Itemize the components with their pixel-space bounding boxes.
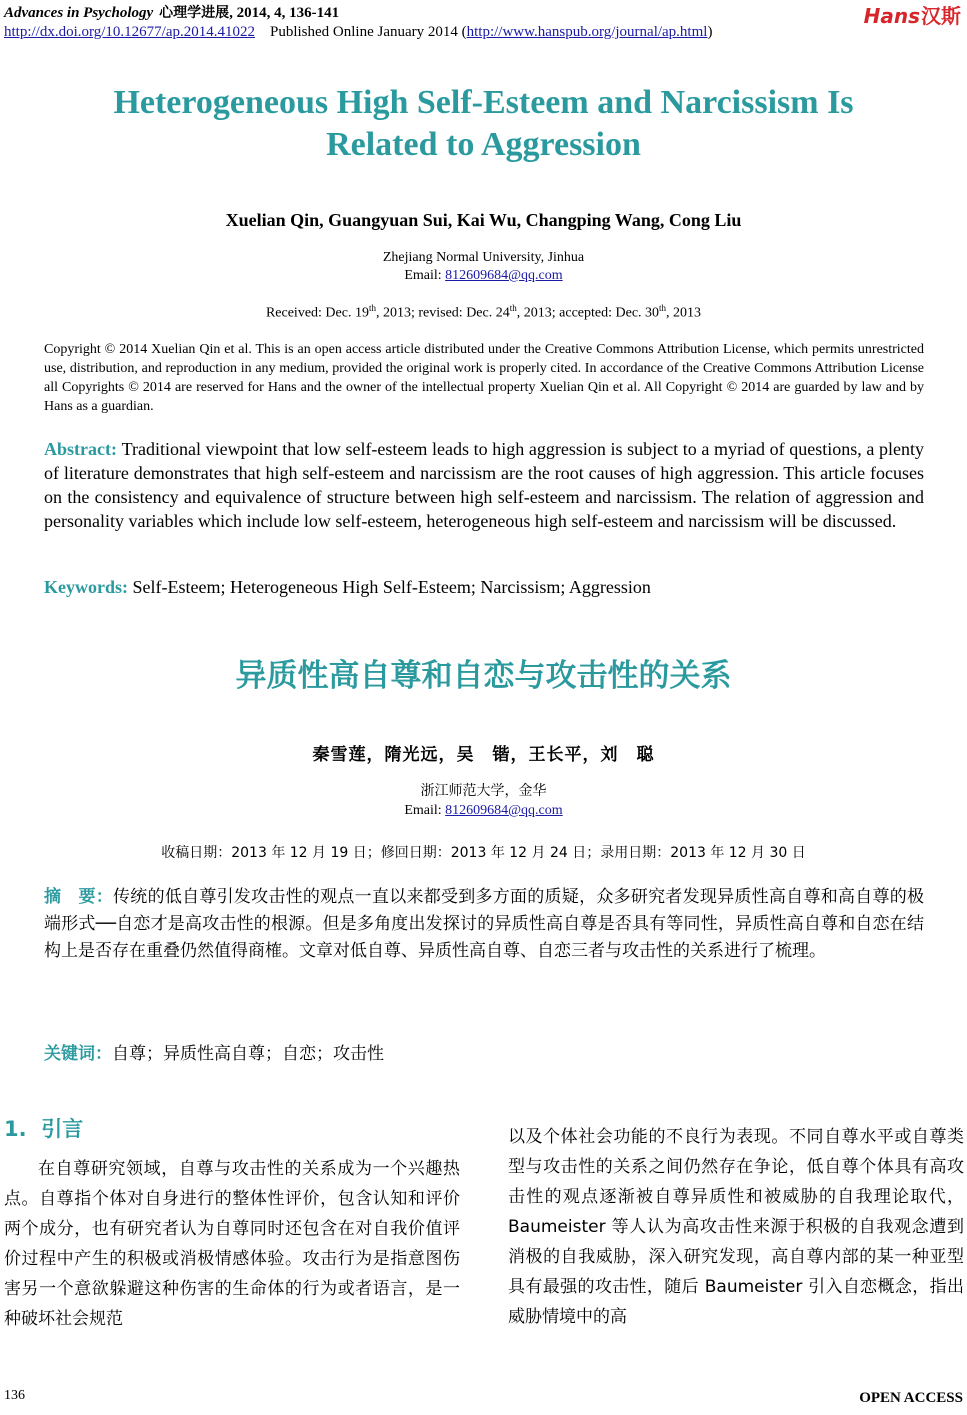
published-suffix: ): [707, 24, 713, 40]
keywords-text: Self-Esteem; Heterogeneous High Self-Esteem; Narcissism; Aggression: [132, 577, 651, 597]
authors-zh: 秦雪莲，隋光远，吴 锴，王长平，刘 聪: [312, 745, 655, 765]
revised-part: , 2013; revised: Dec. 24: [375, 305, 510, 321]
abstract-zh: [44, 884, 924, 965]
title-line-2: Related to Aggression: [326, 126, 641, 163]
received-dates-zh: 收稿日期：2013 年 12 月 19 日；修回日期：2013 年 12 月 24 日；录用日期：2013 年 12 月 30 日: [161, 845, 806, 861]
email-label: Email:: [404, 268, 446, 283]
email-line-zh: [0, 802, 967, 820]
affiliation-en: Zhejiang Normal University, Jinhua: [382, 250, 585, 265]
copyright-notice: Copyright © 2014 Xuelian Qin et al. This is an open access article distributed under the Creative Commons Attribution License, which permits unrestricted use, distribution, and reproduction in any medium, provided the original work is properly cited. In accordance of the Creative Commons Attribution License all Copyrights © 2014 are reserved for Hans and the owner of the intellectual property Xuelian Qin et al. All Copyright © 2014 are guarded by law and by Hans as a guardian.: [44, 342, 924, 414]
keywords-en: [44, 577, 651, 598]
ordinal-sup: th: [368, 303, 376, 313]
authors-en: Xuelian Qin, Guangyuan Sui, Kai Wu, Changping Wang, Cong Liu: [225, 210, 742, 230]
abstract-en: [44, 437, 924, 533]
ordinal-sup: th: [509, 303, 517, 313]
paper-title-en: [0, 82, 967, 166]
logo-latin: Hans: [863, 4, 920, 28]
journal-header: [4, 2, 339, 22]
keywords-zh-label: 关键词：: [44, 1044, 112, 1064]
section-title: 引言: [41, 1117, 84, 1141]
title-line-1: Heterogeneous High Self-Esteem and Narcissism Is: [113, 84, 854, 121]
page-number: 136: [4, 1388, 25, 1403]
keywords-zh-text: 自尊；异质性高自尊；自恋；攻击性: [112, 1044, 384, 1064]
abstract-label: Abstract:: [44, 439, 122, 459]
paragraph: 在自尊研究领域，自尊与攻击性的关系成为一个兴趣热点。自尊指个体对自身进行的整体性评价，包含认知和评价两个成分，也有研究者认为自尊同时还包含在对自我价值评价过程中产生的积极或消极情感体验。攻击行为是指意图伤害另一个意欲躲避这种伤害的生命体的行为或者语言，是一种破坏社会规范: [4, 1159, 460, 1329]
journal-name-zh: 心理学进展: [159, 5, 230, 21]
accepted-part: , 2013; accepted: Dec. 30: [516, 305, 660, 321]
year-part: , 2013: [666, 305, 702, 321]
keywords-zh: [44, 1039, 384, 1064]
email-label: Email:: [404, 803, 446, 818]
publisher-logo: [864, 0, 961, 29]
doi-line: [4, 24, 712, 41]
email-link[interactable]: 812609684@qq.com: [445, 803, 563, 818]
abstract-zh-label: 摘 要：: [44, 887, 114, 907]
section-heading: [4, 1113, 83, 1143]
email-line-en: [0, 267, 967, 285]
abstract-zh-text: 传统的低自尊引发攻击性的观点一直以来都受到多方面的质疑，众多研究者发现异质性高自尊和高自尊的极端形式──自恋才是高攻击性的根源。但是多角度出发探讨的异质性高自尊是否具有等同性，异质性高自尊和自恋在结构上是否存在重叠仍然值得商榷。文章对低自尊、异质性高自尊、自恋三者与攻击性的关系进行了梳理。: [44, 887, 925, 961]
volume-info: , 2014, 4, 136-141: [229, 5, 340, 21]
section-number: 1.: [4, 1117, 27, 1141]
ordinal-sup: th: [659, 303, 667, 313]
body-column-right: [508, 1122, 964, 1332]
received-part: Received: Dec. 19: [265, 305, 369, 321]
journal-url-link[interactable]: http://www.hanspub.org/journal/ap.html: [466, 24, 708, 40]
paragraph: 以及个体社会功能的不良行为表现。不同自尊水平或自尊类型与攻击性的关系之间仍然存在争论，低自尊个体具有高攻击性的观点逐渐被自尊异质性和被威胁的自我理论取代，Baumeister 等人认为高攻击性来源于积极的自我观念遭到消极的自我威胁，深入研究发现，高自尊内部的某一种亚型具有最强的攻击性，随后 Baumeister 引入自恋概念，指出威胁情境中的高: [508, 1127, 964, 1327]
logo-cn: 汉斯: [921, 4, 961, 28]
paper-title-zh: 异质性高自尊和自恋与攻击性的关系: [235, 658, 732, 694]
abstract-text: Traditional viewpoint that low self-esteem leads to high aggression is subject to a myriad of questions, a plenty of literature demonstrates that high self-esteem and narcissism are the root causes of high aggression. This article focuses on the consistency and equivalence of structure between high self-esteem and narcissism. The relation of aggression and personality variables which include low self-esteem, heterogeneous high self-esteem and narcissism will be discussed.: [44, 439, 924, 531]
received-dates-en: [0, 303, 967, 322]
affiliation-zh: 浙江师范大学，金华: [420, 783, 547, 799]
doi-link[interactable]: http://dx.doi.org/10.12677/ap.2014.41022: [4, 24, 255, 40]
published-prefix: Published Online January 2014 (: [269, 24, 467, 40]
keywords-label: Keywords:: [44, 577, 133, 597]
email-link[interactable]: 812609684@qq.com: [445, 268, 563, 283]
journal-name: Advances in Psychology: [4, 5, 154, 21]
body-column-left: [4, 1154, 460, 1334]
open-access-label: OPEN ACCESS: [859, 1390, 963, 1406]
